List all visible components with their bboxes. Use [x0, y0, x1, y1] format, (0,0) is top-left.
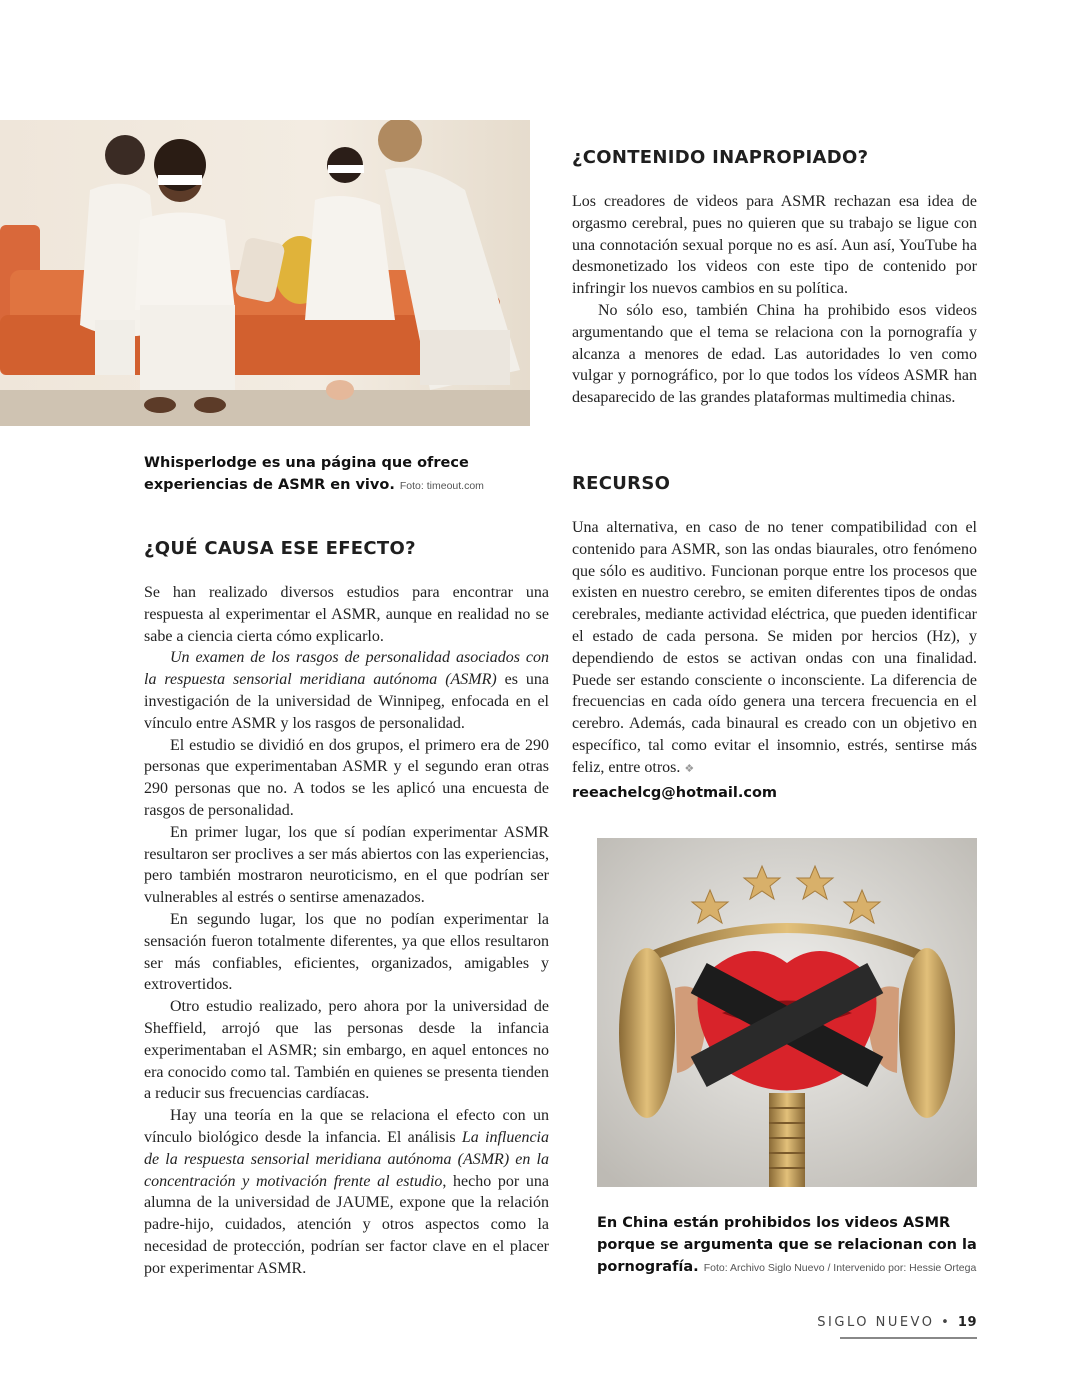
article-right-column-2: [572, 517, 977, 804]
photo-caption-china: [597, 1212, 977, 1279]
caption-text: Whisperlodge es una página que ofrece experiencias de ASMR en vivo.: [144, 455, 469, 493]
photo-credit: Foto: Archivo Siglo Nuevo / Intervenido por: Hessie Ortega: [703, 1262, 977, 1274]
paragraph: En primer lugar, los que sí podían experimentar ASMR resultaron ser proclives a ser más abiertos con las experiencias, pero también mostraron neuroticismo, en el que podrían ser vulnerables al estrés o sentirse amenazados.: [144, 823, 549, 907]
page-number: 19: [957, 1315, 977, 1330]
footer-separator: •: [941, 1315, 952, 1330]
paragraph: [144, 1105, 549, 1279]
page-footer: [817, 1315, 977, 1330]
paragraph: [572, 517, 977, 781]
section-heading-causa: ¿QUÉ CAUSA ESE EFECTO?: [144, 538, 416, 559]
photo-caption-whisperlodge: [144, 452, 484, 497]
article-right-column-1: [572, 191, 977, 409]
paragraph: El estudio se dividió en dos grupos, el primero era de 290 personas que experimentaban ASMR y el segundo eran otras 290 personas que no. A todos se les aplicó una encuesta de rasgos de personalidad.: [144, 736, 549, 819]
magazine-name: SIGLO NUEVO: [817, 1315, 935, 1330]
paragraph-text: , hecho por una alumna de la universidad de JAUME, expone que la relación padre-hijo, cuidados, atención y otros aspectos como la necesidad de protección, podrían ser factor clave en el placer por experimentar ASMR.: [144, 1172, 549, 1277]
paragraph: No sólo eso, también China ha prohibido esos videos argumentando que el tema se relaciona con la pornografía y alcanza a menores de edad. Las autoridades lo ven como vulgar y pornográfico, por lo que todos los vídeos ASMR han desaparecido de las grandes plataformas multimedia chinas.: [572, 301, 977, 407]
caption-text: En China están prohibidos los videos ASMR porque se argumenta que se relacionan con la pornografía.: [597, 1215, 977, 1275]
photo-credit: Foto: timeout.com: [399, 480, 484, 492]
paragraph-text: es una investigación de la universidad de Winnipeg, enfocada en el vínculo entre ASMR y los rasgos de personalidad.: [144, 671, 549, 732]
footer-rule: [840, 1337, 977, 1339]
photo-whisperlodge: [0, 120, 530, 426]
end-mark-icon: ❖: [684, 762, 695, 775]
photo-asmr-ban: [597, 838, 977, 1187]
paragraph-text: Hay una teoría en la que se relaciona el efecto con un vínculo biológico desde la infancia. El análisis: [144, 1107, 549, 1146]
paragraph: Los creadores de videos para ASMR rechazan esa idea de orgasmo cerebral, pues no quieren que su trabajo se ligue con una connotación sexual porque no es así. Aun así, YouTube ha desmonetizado los videos con este tipo de contenido por infringir los nuevos cambios en su política.: [572, 193, 977, 298]
paragraph-text: Una alternativa, en caso de no tener compatibilidad con el contenido para ASMR, son las ondas biaurales, otro fenómeno que sólo es auditivo. Funcionan porque entre los procesos que existen en nuestro cerebro, se emiten diferentes tipos de ondas cerebrales, mediante actividad eléctrica, que pueden identificar el estado de cada persona. Se miden por hercios (Hz), y dependiendo de estos se activan ondas con una finalidad. Puede ser estando consciente o inconsciente. La diferencia de frecuencias en cada oído genera una tercera frecuencia en el cerebro. Además, cada binaural es creado con un objetivo en específico, tal como evitar el insomnio, estrés, sentirse más feliz, entre otros.: [572, 519, 977, 776]
study-title: Un examen de los rasgos de personalidad asociados con la respuesta sensorial meridiana autónoma (ASMR): [144, 649, 549, 689]
section-heading-recurso: RECURSO: [572, 473, 671, 494]
article-left-column: [144, 582, 549, 1280]
paragraph: Se han realizado diversos estudios para encontrar una respuesta al experimentar el ASMR, aunque en realidad no se sabe a ciencia cierta cómo explicarlo.: [144, 584, 549, 645]
paragraph: Otro estudio realizado, pero ahora por la universidad de Sheffield, arrojó que las personas desde la infancia experimentaban el ASMR; sin embargo, en aquel entonces no era conocido como tal. También en quienes se presenta tienden a reducir sus frecuencias cardíacas.: [144, 998, 549, 1103]
study-title: La influencia de la respuesta sensorial meridiana autónoma (ASMR) en la concentración y motivación frente al estudio: [144, 1128, 550, 1190]
author-email: reeachelcg@hotmail.com: [572, 784, 778, 801]
paragraph: [144, 647, 549, 734]
paragraph: En segundo lugar, los que no podían experimentar la sensación fueron totalmente diferentes, ya que ellos resultaron ser más confiables, eficientes, organizados, amigables y extrovertidos.: [144, 910, 549, 994]
section-heading-contenido: ¿CONTENIDO INAPROPIADO?: [572, 147, 869, 168]
